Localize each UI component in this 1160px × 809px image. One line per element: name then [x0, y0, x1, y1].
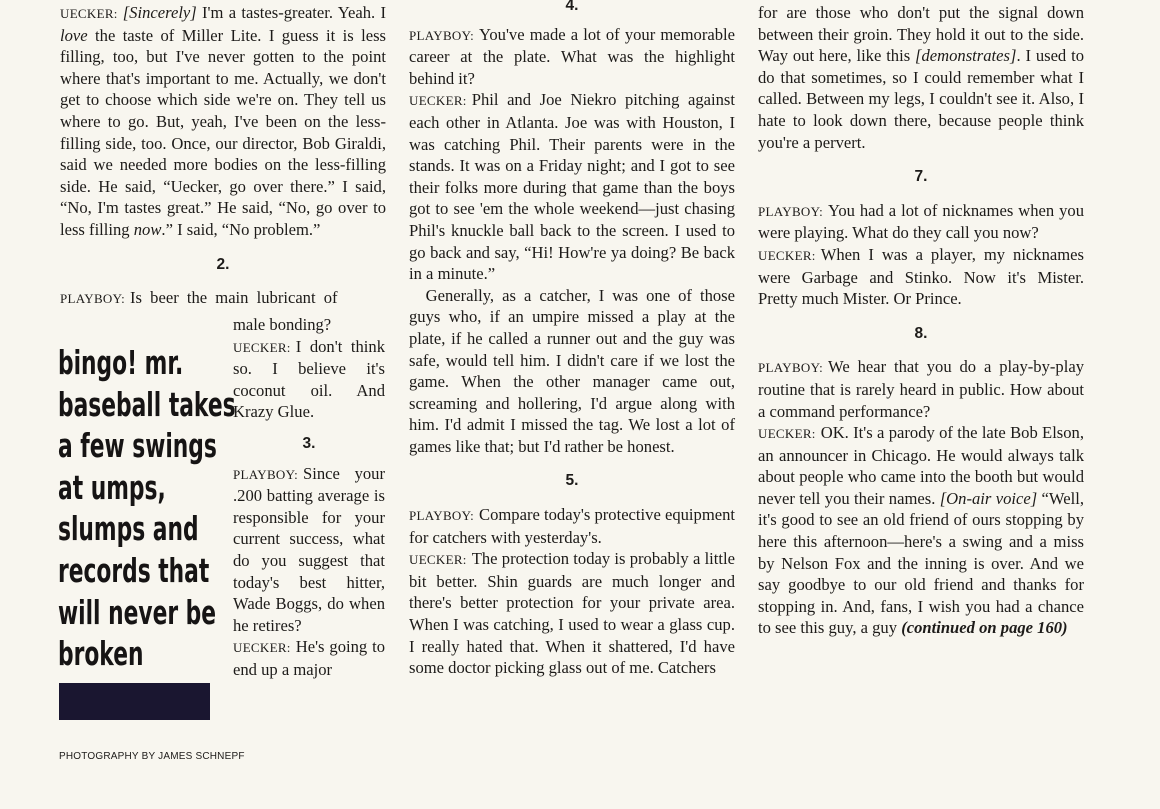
answer-4-paragraph-2: Generally, as a catcher, I was one of those guys who, if an umpire missed a play at the plate, if he called a runner out and the guy was safe, would tell him. I didn't care if we lost the game. When the other manager came out, screaming and hollering, I'd argue along with him. I'd admit I missed the tag. We lost a lot of games like that; but I'd rather be honest. — [409, 285, 735, 456]
headline-line: baseball takes — [58, 384, 236, 424]
question-8: PLAYBOY: We hear that you do a play-by-play routine that is rarely heard in public. How about a command performance? — [758, 357, 1084, 421]
answer-8: UECKER: OK. It's a parody of the late Bob Elson, an announcer in Chicago. He would always talk about people who came into the booth but would never tell you their names. [On-air voice] “Well, it's good to see an old friend of ours stopping by here this afternoon—here's a swing and a miss by Nelson Fox and the inning is over. And we say goodbye to our old friend and thanks for stopping in. And, fans, I wish you had a chance to see this guy, a guy (continued on page 160) — [758, 423, 1084, 638]
headline-line: slumps and — [58, 509, 199, 549]
headline-line: a few swings — [58, 426, 217, 466]
question-2: PLAYBOY: Is beer the main lubricant of — [60, 288, 338, 308]
column-2 — [409, 2, 735, 679]
speaker-label: PLAYBOY: — [758, 203, 824, 219]
speaker-label: PLAYBOY: — [409, 27, 475, 43]
section-number-4: 4. — [565, 0, 579, 14]
section-number-2: 2. — [216, 255, 230, 273]
dark-photo-block — [59, 683, 210, 720]
answer-4: UECKER: Phil and Joe Niekro pitching against each other in Atlanta. Joe was with Houston, I was catching Phil. Their parents were in the stands. It was on a Friday night; and I got to see their folks more during that game than the boys got to see 'em the whole weekend—just chasing Phil's knuckle ball back to the screen. I used to go back and say, “Hi! How're ya doing? Be back in a minute.” — [409, 90, 735, 284]
speaker-label: UECKER: — [409, 552, 467, 568]
section-number-8: 8. — [914, 324, 928, 342]
speaker-label: UECKER: — [233, 640, 291, 656]
speaker-label: PLAYBOY: — [233, 466, 299, 482]
headline-line: records that — [58, 550, 210, 590]
speaker-label: UECKER: — [758, 247, 816, 263]
headline — [58, 342, 236, 675]
question-4: PLAYBOY: You've made a lot of your memorable career at the plate. What was the highlight behind it? — [409, 24, 735, 88]
answer-7: UECKER: When I was a player, my nicknames were Garbage and Stinko. Now it's Mister. Pretty much Mister. Or Prince. — [758, 244, 1084, 309]
photo-credit: PHOTOGRAPHY BY JAMES SCHNEPF — [59, 751, 245, 762]
headline-line: bingo! mr. — [58, 343, 184, 382]
speaker-label: UECKER: — [409, 93, 467, 109]
speaker-label: PLAYBOY: — [758, 360, 824, 376]
speaker-label: UECKER: — [60, 6, 118, 21]
speaker-label: UECKER: — [233, 339, 291, 355]
question-7: PLAYBOY: You had a lot of nicknames when you were playing. What do they call you now? — [758, 200, 1084, 243]
section-number-5: 5. — [565, 472, 579, 490]
question-5: PLAYBOY: Compare today's protective equipment for catchers with yesterday's. — [409, 505, 736, 547]
answer-6-continued: for are those who don't put the signal down between their groin. They hold it out to the side. Way out here, like this [demonstrates]. I used to do that sometimes, so I could remember what I called. Between my legs, I couldn't see it. Also, I hate to look down there, because people think you're a pervert. — [758, 3, 1084, 152]
section-number-7: 7. — [914, 168, 928, 186]
speaker-label: UECKER: — [758, 426, 816, 442]
question-2-continued: male bonding? — [233, 315, 332, 334]
column-1 — [60, 2, 386, 310]
speaker-label: PLAYBOY: — [60, 291, 126, 307]
answer-5: UECKER: The protection today is probably a little bit better. Shin guards are much longer and there's better protection for your private area. When I was catching, I used to wear a glass cup. I really hated that. When it shattered, I'd have some doctor picking glass out of me. Catchers — [409, 549, 735, 678]
answer-3: UECKER: He's going to end up a major — [233, 637, 385, 679]
headline-line: at umps, — [58, 467, 166, 507]
continued-note[interactable]: (continued on page 160) — [901, 618, 1068, 638]
headline-line: will never be — [58, 592, 217, 632]
answer-2: UECKER: I don't think so. I believe it's coconut oil. And Krazy Glue. — [233, 336, 385, 422]
answer-1: UECKER: [Sincerely] I'm a tastes-greater. Yeah. I love the taste of Miller Lite. I guess it is less filling, too, but I've never gotten to the point where that's important to me. Actually, we don't get to choose which side we're on. They tell us where to go. But, yeah, I've been on the less-filling side, too. Once, our director, Bob Giraldi, said we needed more bodies on the less-filling side. He said, “Uecker, go over there.” I said, “No, I'm tastes great.” He said, “No, go over to less filling now.” I said, “No problem.” — [60, 3, 386, 239]
section-number-3: 3. — [302, 434, 316, 452]
narrow-column — [233, 314, 385, 681]
speaker-label: PLAYBOY: — [409, 508, 475, 524]
question-3: PLAYBOY: Since your .200 batting average is responsible for your current success, what do you suggest that today's best hitter, Wade Boggs, do when he retires? — [233, 463, 385, 635]
headline-line: broken — [58, 634, 144, 674]
column-3 — [758, 2, 1084, 639]
